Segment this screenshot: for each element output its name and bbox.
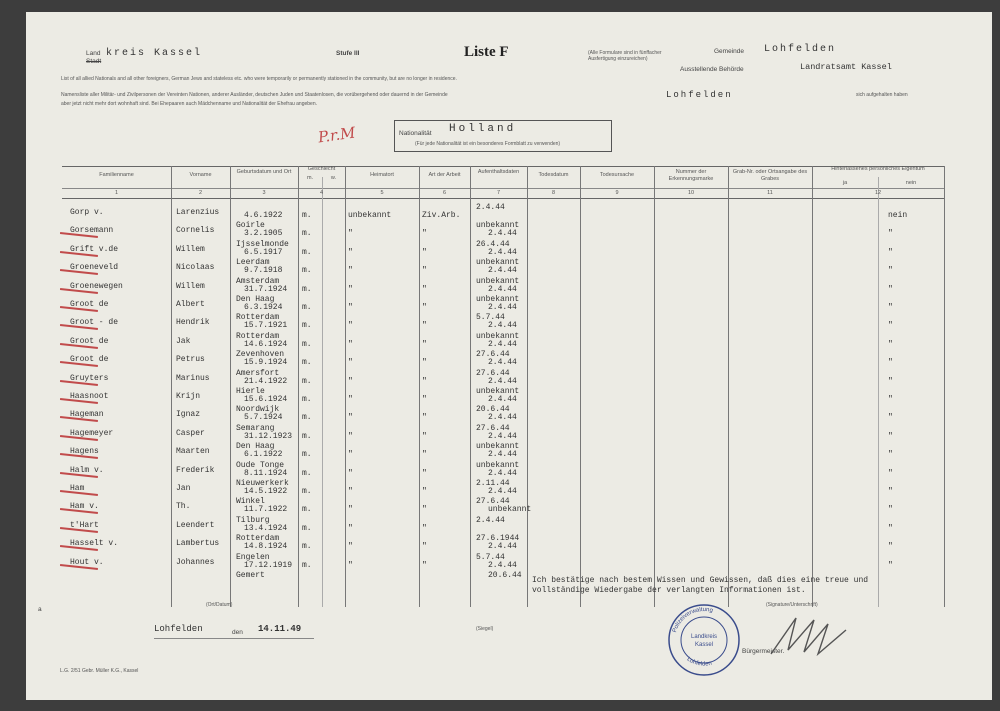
row-heimatort: " [348,376,353,386]
row-geburtsdatum: 6.1.1922 [244,450,283,460]
row-arbeit: " [422,431,427,441]
col-header-vorname: Vorname [189,172,212,178]
document-sheet: Land Stadt kreis Kassel Stufe III Liste F (Alle Formulare sind in fünffacher Ausfertigung einzureichen) Gemeinde Lohfelden Ausstellende Behörde Landratsamt Kassel List of all allied Nationals and all other foreigners, German Jews and stateless etc. who were temporarily or permanently stationed in the community, but are no longer in residence. Namensliste aller Militär- und Zivilpersonen der Vereinten Nationen, anderer Ausländer, deutschen Juden und Staatenlosen, die vorübergehend oder dauernd in der Gemeinde aber jetzt nicht mehr dort wohnhaft sind. Bei Ehepaaren auch Mädchenname und Nationalität der Ehefrau angeben. Lohfelden sich aufgehalten haben P.r.M Nationalität Holland (Für jede Nationalität ist ein besonderes Formblatt zu verwenden) Familienname Vorname Geburtsdatum und Ort Geschlecht m. w. Heimatort Art der Arbeit Aufenthaltsdaten Todesdatum Todesursache Nummer der Erkennungsmarke Grab-Nr. oder Ortsangabe des Grabes Hinterlassenes persönliches Eigentum ja nein 1 2 3 4 5 6 7 8 9 10 11 12 Gorp v. Larenzius 4.6.1922 m. unbekannt Ziv.Arb. 2.4.44 nein Gorsemann Cornelis Goirle 3.2.1905 m. " " unbekannt 2.4.44 " Grift v.de Willem Ijsselmonde 6.5.1917 m. " " 26.4.44 2.4.44 " Groeneveld Nicolaas Leerdam 9.7.1918 m. " " unbekannt 2.4.44 " Groenewegen Willem Amsterdam 31.7.1924 m. " " unbekannt 2.4.44 " Groot de Albert Den Haag 6.3.1924 m. " " unbekannt 2.4.44 " Groot - de Hendrik Rotterdam 15.7.1921 m. " " 5.7.44 2.4.44 " Groot de Jak Rotterdam 14.6.1924 m. " " unbekannt 2.4.44 " Groot de Petrus Zevenhoven 15.9.1924 m. " " 27.6.44 2.4.44 " Gruyters Marinus Amersfort 21.4.1922 m. " " 27.6.44 2.4.44 " Haasnoot Krijn Hierle 15.6.1924 m. " " unbekannt 2.4.44 " Hageman Ignaz Noordwijk 5.7.1924 m. " " 20.6.44 2.4.44 " Hagemeyer Casper Semarang 31.12.1923 m. " " 27.6.44 2.4.44 " Hagens Maarten Den Haag 6.1.1922 m. " " unbekannt 2.4.44 " Halm v. Frederik Oude Tonge 8.11.1924 m. " " unbekannt 2.4.44 " Ham Jan Nieuwerkerk 14.5.1922 m. " " 2.11.44 2.4.44 " Ham v. Th. Winkel 11.7.1922 m. " " 27.6.44 unbekannt " t'Hart Leendert Tilburg 13.4.1924 m. " " 2.4.44 " Hasselt v. Lambertus Rotterdam 14.8.1924 m. " " 27.6.1944 2.4.44 " Hout v. Johannes Engelen 17.12.1919 m. " " 5.7.44 2.4.44 " Gemert 20.6.44 Ich bestätige nach bestem Wissen und Gewissen, daß dies eine treue und vollständige Wiedergabe der verlangten Informationen ist. a (Ort/Datum) Lohfelden den 14.11.49 (Siegel) (Signature/Unterschrift) Bürgermeister. L.G. 2/51 Gebr. Müller K.G., Kassel Landkreis Kassel Polizeiverwaltung Lohfelden [26,12,992,700]
row-aufenthalt-1: unbekannt [476,221,520,231]
row-geburtsdatum: 17.12.1919 [244,560,293,570]
row-heimatort: " [348,395,353,404]
col-header-grab: Grab-Nr. oder Ortsangabe des Grabes [732,169,808,182]
row-vorname: Ignaz [176,410,201,420]
row-familienname: Grift v.de [70,244,119,254]
row-familienname: Haasnoot [70,392,109,401]
row-vorname: Marinus [176,373,210,383]
row-eigentum: " [888,303,893,312]
row-arbeit: " [422,395,427,404]
row-geburtsort: Winkel [236,497,265,507]
row-aufenthalt-1: 26.4.44 [476,239,510,249]
header-note-1: (Alle Formulare sind in fünffacher Ausfertigung einzureichen) [588,50,662,62]
row-heimatort: " [348,468,353,478]
row-eigentum: " [888,431,893,441]
row-vorname: Casper [176,428,205,438]
row-eigentum: " [888,542,893,552]
row-eigentum: " [888,339,893,349]
row-heimatort: " [348,560,353,570]
row-eigentum: " [888,358,893,368]
row-heimatort: " [348,413,353,423]
row-geburtsdatum: 31.7.1924 [244,284,288,294]
stufe-label: Stufe III [336,50,360,57]
place-value: Lohfelden [154,624,203,634]
row-arbeit: " [422,266,427,276]
english-instruction: List of all allied Nationals and all other foreigners, German Jews and stateless etc. who were temporarily or permanently stationed in the community, but are no longer in residence. [61,76,457,82]
row-geburtsort: Leerdam [236,258,270,268]
col-header-geschlecht: Geschlecht [307,166,336,172]
col-header-todesursache: Todesursache [599,172,635,178]
row-aufenthalt-2: 2.4.44 [488,431,517,441]
row-geburtsdatum: 14.6.1924 [244,339,288,349]
row-aufenthalt-1: 2.4.44 [476,515,505,525]
row-geschlecht: m. [302,247,312,257]
row-familienname: Groot - de [70,318,119,328]
row-geburtsort: Zevenhoven [236,350,285,360]
row-geschlecht: m. [302,229,312,239]
row-geburtsdatum: 13.4.1924 [244,523,288,533]
row-familienname: Groot de [70,355,109,365]
row-vorname: Frederik [176,465,215,475]
row-arbeit: " [422,376,427,386]
row-familienname: Gorp v. [70,208,104,217]
row-heimatort: " [348,247,353,257]
row-geburtsdatum: 14.8.1924 [244,542,288,552]
row-vorname: Johannes [176,557,215,567]
row-aufenthalt-2: 2.4.44 [488,560,517,570]
row-familienname: Gruyters [70,373,109,383]
row-geburtsdatum: 15.7.1921 [244,321,288,331]
svg-text:Polizeiverwaltung: Polizeiverwaltung [672,606,714,634]
row-heimatort: " [348,229,353,239]
col-header-todesdatum: Todesdatum [538,172,569,178]
row-aufenthalt-1: unbekannt [476,442,520,452]
row-heimatort: " [348,523,353,533]
row-aufenthalt-2: unbekannt [488,505,532,515]
row-geburtsdatum: 4.6.1922 [244,211,283,220]
row-geburtsdatum: 15.6.1924 [244,395,288,404]
row-geschlecht: m. [302,211,312,220]
row-arbeit: " [422,303,427,312]
row-geschlecht: m. [302,284,312,294]
row-vorname: Cornelis [176,226,215,236]
row-aufenthalt-1: 27.6.44 [476,423,510,433]
row-vorname: Petrus [176,355,205,365]
row-aufenthalt-1: 5.7.44 [476,552,505,562]
row-geschlecht: m. [302,505,312,515]
row-familienname: Halm v. [70,465,104,475]
row-heimatort: " [348,542,353,552]
row-vorname: Maarten [176,447,210,457]
row-arbeit: " [422,358,427,368]
row-aufenthalt-1: 2.4.44 [476,203,505,212]
row-heimatort: " [348,431,353,441]
row-geburtsort: Rotterdam [236,313,280,323]
row-arbeit: " [422,413,427,423]
row-vorname: Jan [176,484,191,493]
svg-text:Kassel: Kassel [694,642,714,648]
row-geburtsdatum: 9.7.1918 [244,266,283,276]
row-aufenthalt-2: 2.4.44 [488,266,517,276]
row-aufenthalt-2: 2.4.44 [488,450,517,460]
row-vorname: Krijn [176,392,201,401]
signature-label: (Signature/Unterschrift) [766,602,818,608]
row-eigentum: " [888,376,893,386]
row-arbeit: Ziv.Arb. [422,211,461,220]
col-header-m: m. [306,175,314,181]
stadt-label: Stadt [86,58,102,65]
row-geschlecht: m. [302,450,312,460]
row-geschlecht: m. [302,560,312,570]
col-header-geburtsdatum: Geburtsdatum und Ort [236,169,292,175]
row-aufenthalt-1: unbekannt [476,258,520,268]
row-geburtsort: Den Haag [236,442,275,452]
row-arbeit: " [422,229,427,239]
row-geburtsdatum: 15.9.1924 [244,358,288,368]
german-instruction-1: Namensliste aller Militär- und Zivilpersonen der Vereinten Nationen, anderer Ausländer, deutschen Juden und Staatenlosen, die vorübergehend oder dauernd in der Gemeinde [61,92,448,98]
row-vorname: Willem [176,281,205,291]
row-geschlecht: m. [302,487,312,496]
row-geburtsort: Semarang [236,423,275,433]
buergermeister-label: Bürgermeister. [742,648,785,655]
row-geburtsdatum: 31.12.1923 [244,431,293,441]
row-geschlecht: m. [302,376,312,386]
row-geburtsort: Tilburg [236,515,270,525]
confirmation-text: Ich bestätige nach bestem Wissen und Gewissen, daß dies eine treue und vollständige Wiedergabe der verlangten Informationen ist. [532,576,869,595]
row-heimatort: " [348,266,353,276]
row-aufenthalt-2: 2.4.44 [488,229,517,239]
row-aufenthalt-2: 2.4.44 [488,303,517,312]
row-aufenthalt-2: 2.4.44 [488,321,517,331]
row-geburtsort: Goirle [236,221,265,231]
row-aufenthalt-2: 2.4.44 [488,376,517,386]
gemeinde-inline: Lohfelden [666,90,733,100]
row-geschlecht: m. [302,431,312,441]
land-label: Land [86,50,101,57]
row-geburtsdatum: 5.7.1924 [244,413,283,423]
row-aufenthalt-2: 2.4.44 [488,247,517,257]
row-familienname: Hasselt v. [70,539,119,549]
row-aufenthalt-2: 2.4.44 [488,468,517,478]
row-arbeit: " [422,321,427,331]
row-arbeit: " [422,468,427,478]
col-header-heimatort: Heimatort [370,172,394,178]
row-geburtsort: Amsterdam [236,276,280,286]
row-geburtsort: Rotterdam [236,331,280,341]
kreis-value: kreis Kassel [106,48,203,59]
mark-a: a [38,606,42,613]
row-heimatort: " [348,450,353,460]
row-heimatort: " [348,284,353,294]
row-eigentum: " [888,284,893,294]
row-aufenthalt-1: unbekannt [476,331,520,341]
row-aufenthalt-2: 2.4.44 [488,413,517,423]
row-aufenthalt-1: 5.7.44 [476,313,505,323]
row-aufenthalt-2: 2.4.44 [488,339,517,349]
row-vorname: Th. [176,502,191,512]
row-vorname: Albert [176,300,205,309]
col-header-ja: ja [842,180,848,186]
row-vorname: Leendert [176,520,215,530]
row-vorname: Lambertus [176,539,220,549]
row-aufenthalt-2: 2.4.44 [488,395,517,404]
printer-note: L.G. 2/51 Gebr. Müller K.G., Kassel [60,668,139,674]
police-stamp-icon [666,602,742,678]
svg-text:Lohfelden: Lohfelden [685,656,713,668]
signature-scribble [766,610,856,660]
list-title: Liste F [464,44,509,60]
row-vorname: Jak [176,336,191,346]
german-instruction-tail: sich aufgehalten haben [856,92,908,98]
col-header-nein: nein [905,180,917,186]
col-header-aufenthaltsdaten: Aufenthaltsdaten [477,169,520,175]
row-vorname: Nicolaas [176,263,215,273]
row-geschlecht: m. [302,523,312,533]
behoerde-value: Landratsamt Kassel [800,62,892,72]
row-aufenthalt-1: unbekannt [476,460,520,470]
row-geburtsort: Amersfort [236,368,280,378]
col-header-arbeit: Art der Arbeit [428,172,461,178]
row-familienname: Groenewegen [70,281,123,291]
row-extra-geburtsort: Gemert [236,571,265,580]
row-geburtsort: Noordwijk [236,405,280,415]
row-geburtsdatum: 21.4.1922 [244,376,288,386]
row-arbeit: " [422,523,427,533]
row-arbeit: " [422,487,427,496]
row-geburtsort: Rotterdam [236,534,280,544]
row-familienname: Hagemeyer [70,428,114,438]
row-geschlecht: m. [302,339,312,349]
row-geburtsort: Nieuwerkerk [236,479,289,488]
row-heimatort: unbekannt [348,211,392,220]
svg-text:Landkreis: Landkreis [690,634,718,640]
row-vorname: Larenzius [176,208,220,217]
row-vorname: Willem [176,244,205,254]
row-geburtsdatum: 6.3.1924 [244,303,283,312]
row-geschlecht: m. [302,358,312,368]
row-aufenthalt-2: 2.4.44 [488,487,517,496]
row-familienname: Ham v. [70,502,99,512]
row-heimatort: " [348,321,353,331]
row-arbeit: " [422,505,427,515]
den-label: den [232,629,243,636]
row-familienname: Groeneveld [70,263,119,273]
row-heimatort: " [348,487,353,496]
row-familienname: Groot de [70,300,109,309]
row-aufenthalt-1: unbekannt [476,295,520,304]
row-aufenthalt-2: 2.4.44 [488,284,517,294]
row-familienname: Hageman [70,410,104,420]
row-eigentum: " [888,229,893,239]
row-aufenthalt-1: 27.6.44 [476,350,510,360]
row-heimatort: " [348,339,353,349]
row-arbeit: " [422,560,427,570]
siegel-label: (Siegel) [476,626,494,632]
row-familienname: Hagens [70,447,99,457]
row-geschlecht: m. [302,542,312,552]
row-aufenthalt-1: unbekannt [476,276,520,286]
row-geburtsdatum: 14.5.1922 [244,487,288,496]
row-aufenthalt-2: 2.4.44 [488,542,517,552]
gemeinde-label: Gemeinde [714,48,744,55]
row-aufenthalt-1: 2.11.44 [476,479,510,488]
row-familienname: Groot de [70,336,109,346]
row-geburtsort: Hierle [236,387,265,396]
row-arbeit: " [422,542,427,552]
row-eigentum: " [888,468,893,478]
row-geschlecht: m. [302,468,312,478]
row-geschlecht: m. [302,413,312,423]
row-eigentum: " [888,266,893,276]
row-eigentum: " [888,560,893,570]
gemeinde-value: Lohfelden [764,44,837,55]
datum-label: (Ort/Datum) [206,602,233,608]
row-geschlecht: m. [302,303,312,312]
row-eigentum: " [888,505,893,515]
nationality-value: Holland [449,123,517,135]
german-instruction-2: aber jetzt nicht mehr dort wohnhaft sind. Bei Ehepaaren auch Mädchenname und Nationalität der Ehefrau angeben. [61,101,317,107]
row-arbeit: " [422,339,427,349]
nationality-box: Nationalität Holland (Für jede Nationalität ist ein besonderes Formblatt zu verwenden) [394,120,612,152]
row-familienname: Gorsemann [70,226,114,236]
row-geburtsort: Den Haag [236,295,275,304]
row-eigentum: " [888,523,893,533]
col-header-erkennungsmarke: Nummer der Erkennungsmarke [668,169,714,182]
row-geburtsort: Oude Tonge [236,460,285,470]
row-heimatort: " [348,505,353,515]
row-geschlecht: m. [302,266,312,276]
row-heimatort: " [348,303,353,312]
row-familienname: Hout v. [70,557,104,567]
date-value: 14.11.49 [258,624,302,634]
row-eigentum: " [888,321,893,331]
row-aufenthalt-2: 2.4.44 [488,358,517,368]
col-header-w: w. [330,175,337,181]
row-eigentum: " [888,247,893,257]
row-geburtsdatum: 8.11.1924 [244,468,288,478]
row-geschlecht: m. [302,321,312,331]
row-vorname: Hendrik [176,318,210,328]
row-aufenthalt-1: 27.6.1944 [476,534,520,544]
row-geburtsort: Ijsselmonde [236,239,289,249]
row-eigentum: " [888,450,893,460]
row-extra-aufenthalt: 20.6.44 [488,571,522,580]
row-heimatort: " [348,358,353,368]
row-geburtsdatum: 3.2.1905 [244,229,283,239]
row-familienname: Ham [70,484,85,493]
row-arbeit: " [422,450,427,460]
row-eigentum: " [888,487,893,496]
row-geburtsdatum: 6.5.1917 [244,247,283,257]
row-aufenthalt-1: unbekannt [476,387,520,396]
row-aufenthalt-1: 27.6.44 [476,368,510,378]
row-familienname: t'Hart [70,520,99,530]
row-aufenthalt-1: 27.6.44 [476,497,510,507]
row-eigentum: nein [888,211,908,220]
row-eigentum: " [888,413,893,423]
row-geburtsdatum: 11.7.1922 [244,505,288,515]
red-handwritten-mark: P.r.M [316,123,357,147]
behoerde-label: Ausstellende Behörde [680,66,744,73]
row-eigentum: " [888,395,893,404]
row-aufenthalt-1: 20.6.44 [476,405,510,415]
col-header-familienname: Familienname [99,172,134,178]
row-arbeit: " [422,284,427,294]
col-header-eigentum: Hinterlassenes persönliches Eigentum [831,166,925,172]
row-geburtsort: Engelen [236,552,270,562]
row-arbeit: " [422,247,427,257]
row-geschlecht: m. [302,395,312,404]
